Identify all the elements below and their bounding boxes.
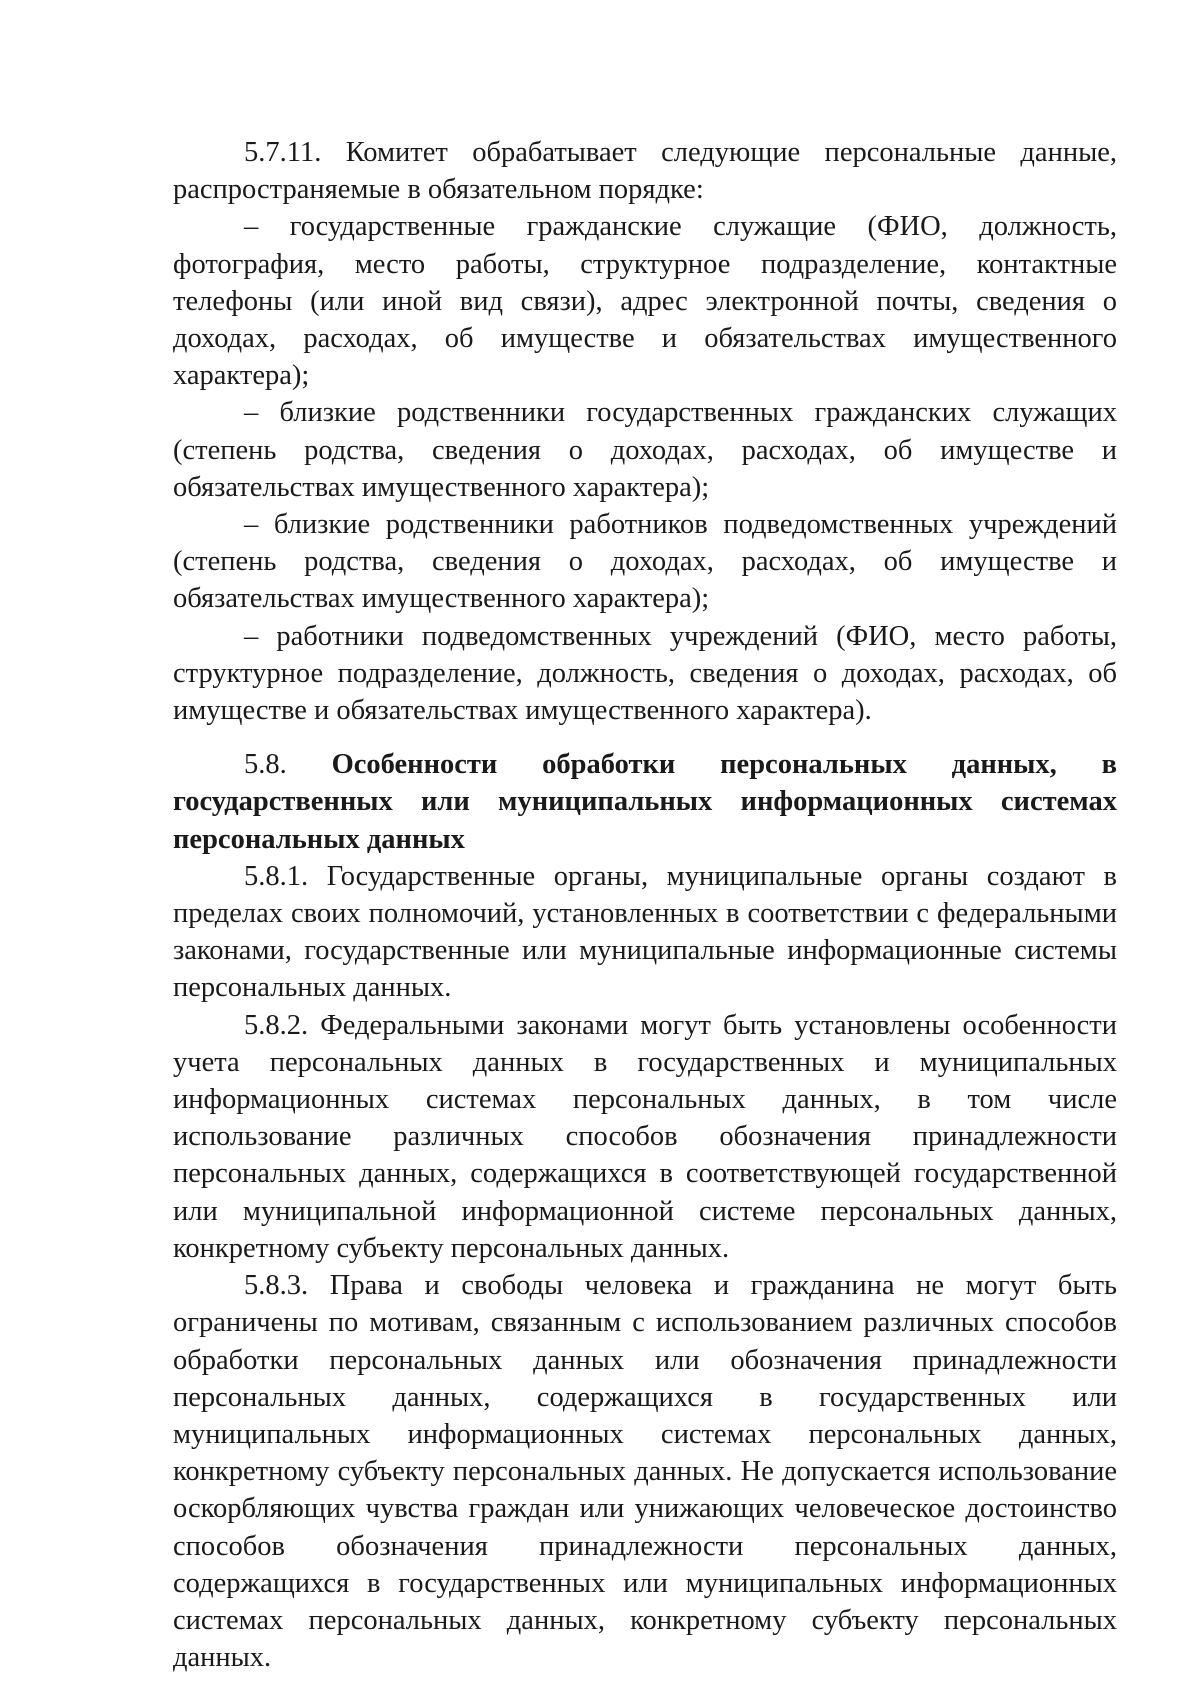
paragraph-text: Федеральными законами могут быть установлены особенности учета персональных данных в государственных и муниципальных информационных системах персональных данных, в том числе использование различных способов обозначения принадлежности персональных данных, содержащихся в соответствующей государственной или муниципальной информационной системе персональных данных, конкретному субъекту персональных данных.: [173, 1009, 1118, 1264]
paragraph-5-8-1: [173, 858, 1117, 1007]
clause-number: 5.7.11.: [244, 137, 322, 168]
paragraph-5-8-3: [173, 1267, 1117, 1676]
paragraph-text: Права и свободы человека и гражданина не могут быть ограничены по мотивам, связанным с использованием различных способов обработки персональных данных или обозначения принадлежности персональных данных, содержащихся в государственных или муниципальных информационных системах персональных данных, конкретному субъекту персональных данных. Не допускается использование оскорбляющих чувства граждан или унижающих человеческое достоинство способов обозначения принадлежности персональных данных, содержащихся в государственных или муниципальных информационных системах персональных данных, конкретному субъекту персональных данных.: [173, 1270, 1118, 1674]
paragraph-5-7-11: [173, 134, 1117, 208]
list-item-relatives-of-civil-servants: – близкие родственники государственных гражданских служащих (степень родства, сведения о доходах, расходах, об имуществе и обязательствах имущественного характера);: [173, 397, 1117, 503]
list-item-relatives-of-employees: – близкие родственники работников подведомственных учреждений (степень родства, сведения о доходах, расходах, об имуществе и обязательствах имущественного характера);: [173, 509, 1117, 615]
paragraph-text: Комитет обрабатывает следующие персональные данные, распространяемые в обязательном порядке:: [173, 137, 1117, 206]
paragraph-5-8-2: [173, 1007, 1117, 1267]
clause-number: 5.8.1.: [244, 860, 309, 892]
section-title: Особенности обработки персональных данных, в государственных или муниципальных информационных системах персональных данных: [173, 749, 1117, 855]
section-number: 5.8.: [244, 749, 287, 781]
document-page: [173, 134, 1117, 1676]
clause-number: 5.8.2.: [244, 1009, 309, 1041]
list-item-civil-servants: – государственные гражданские служащие (ФИО, должность, фотография, место работы, структурное подразделение, контактные телефоны (или иной вид связи), адрес электронной почты, сведения о доходах, расходах, об имуществе и обязательствах имущественного характера);: [173, 211, 1117, 392]
clause-number: 5.8.3.: [244, 1270, 309, 1302]
section-heading-5-8: [173, 746, 1117, 858]
list-item-employees: – работники подведомственных учреждений (ФИО, место работы, структурное подразделение, должность, сведения о доходах, расходах, об имуществе и обязательствах имущественного характера).: [173, 620, 1117, 727]
paragraph-text: Государственные органы, муниципальные органы создают в пределах своих полномочий, установленных в соответствии с федеральными законами, государственные или муниципальные информационные системы персональных данных.: [173, 860, 1117, 1004]
